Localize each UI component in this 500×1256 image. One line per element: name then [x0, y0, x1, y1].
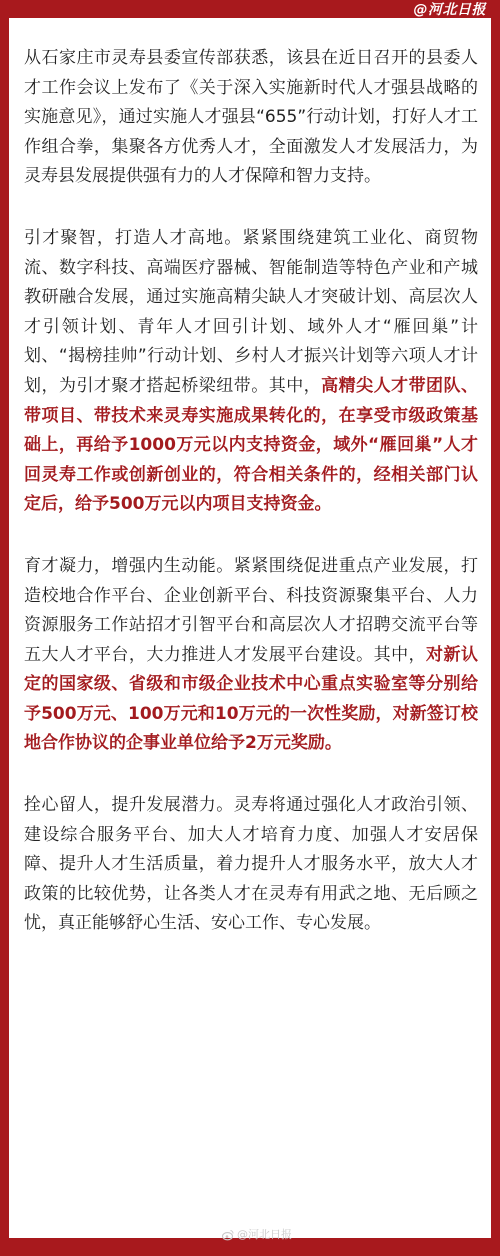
paragraph-text: 育才凝力，增强内生动能。紧紧围绕促进重点产业发展，打造校地合作平台、企业创新平台、科技资源聚集平台、人力资源服务工作站招才引智平台和高层次人才招聘交流平台等五大人才平台，大力推进人才发展平台建设。其中， [24, 555, 478, 665]
weibo-watermark [222, 1228, 292, 1242]
paragraph-text: 从石家庄市灵寿县委宣传部获悉，该县在近日召开的县委人才工作会议上发布了《关于深入实施新时代人才强县战略的实施意见》，通过实施人才强县“655”行动计划，打好人才工作组合拳，集聚各方优秀人才，全面激发人才发展活力，为灵寿县发展提供强有力的人才保障和智力支持。 [24, 48, 478, 187]
article-paragraph [24, 791, 478, 939]
weibo-icon [222, 1229, 234, 1241]
brand-logo-text: @河北日报 [413, 2, 486, 18]
paragraph-text: 引才聚智，打造人才高地。紧紧围绕建筑工业化、商贸物流、数字科技、高端医疗器械、智能制造等特色产业和产城教研融合发展，通过实施高精尖缺人才突破计划、高层次人才引领计划、青年人才回引计划、域外人才“雁回巢”计划、“揭榜挂帅”行动计划、乡村人才振兴计划等六项人才计划，为引才聚才搭起桥梁纽带。其中， [24, 227, 478, 396]
article-paragraph [24, 224, 478, 520]
highlighted-text: 对新认定的国家级、省级和市级企业技术中心重点实验室等分别给予500万元、100万元和10万元的一次性奖励，对新签订校地合作协议的企事业单位给予2万元奖励。 [24, 644, 479, 754]
article-paragraph [24, 44, 478, 192]
article-body [24, 44, 478, 971]
paragraph-text: 拴心留人，提升发展潜力。灵寿将通过强化人才政治引领、建设综合服务平台、加大人才培育力度、加强人才安居保障、提升人才生活质量，着力提升人才服务水平，放大人才政策的比较优势，让各类人才在灵寿有用武之地、无后顾之忧，真正能够舒心生活、安心工作、专心发展。 [24, 795, 478, 934]
article-paragraph [24, 552, 478, 759]
watermark-text: @河北日报 [237, 1228, 292, 1241]
highlighted-text: 高精尖人才带团队、带项目、带技术来灵寿实施成果转化的，在享受市级政策基础上，再给予1000万元以内支持资金，域外“雁回巢”人才回灵寿工作或创新创业的，符合相关条件的，经相关部门认定后，给予500万元以内项目支持资金。 [24, 375, 479, 515]
